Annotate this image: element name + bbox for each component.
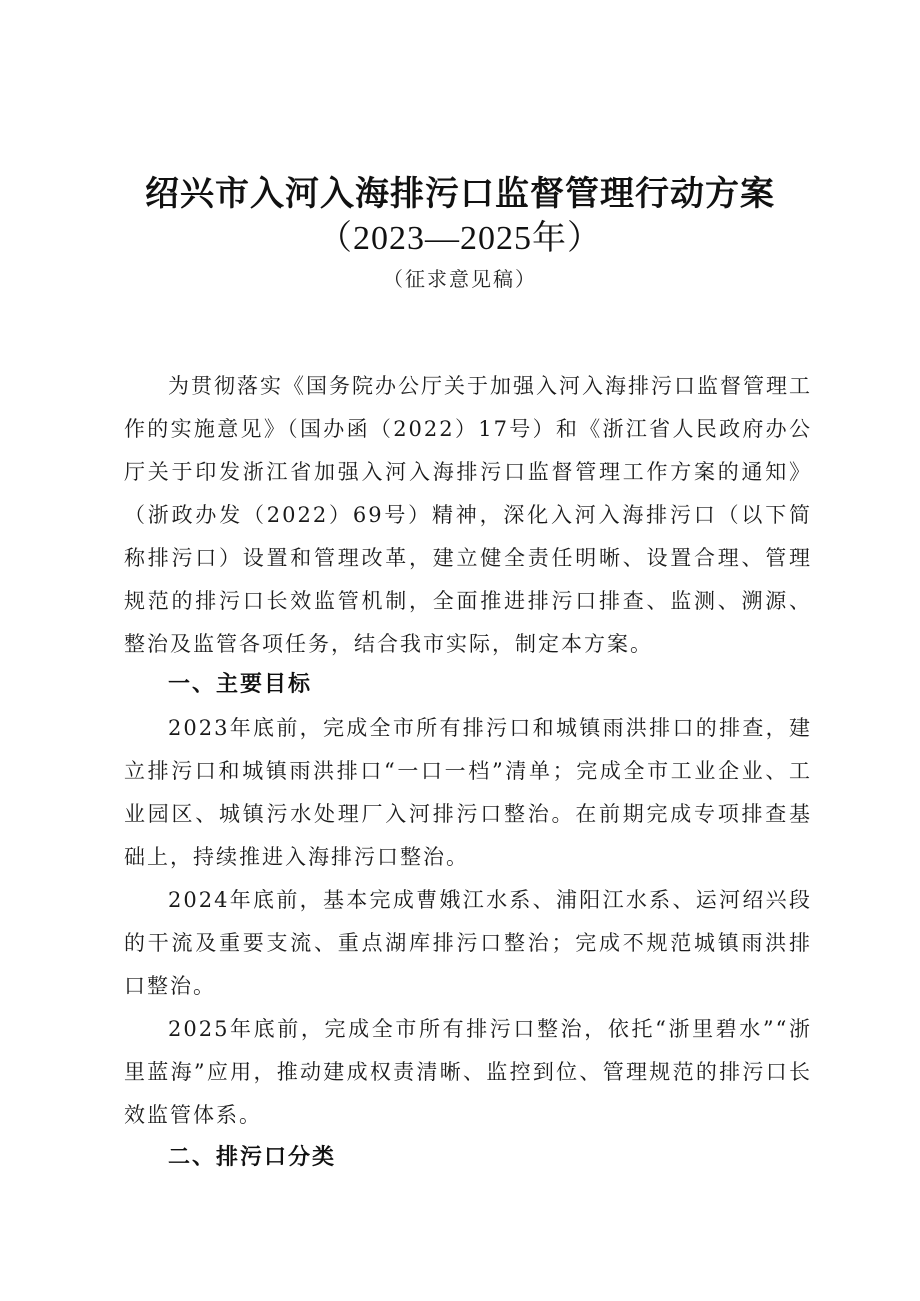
document-title: 绍兴市入河入海排污口监督管理行动方案 (145, 174, 775, 214)
goal-2024-paragraph: 2024年底前，基本完成曹娥江水系、浦阳江水系、运河绍兴段的干流及重要支流、重点湖库排污口整治；完成不规范城镇雨洪排口整治。 (124, 888, 812, 998)
goal-2023-paragraph: 2023年底前，完成全市所有排污口和城镇雨洪排口的排查，建立排污口和城镇雨洪排口“一口一档”清单；完成全市工业企业、工业园区、城镇污水处理厂入河排污口整治。在前期完成专项排查基础上，持续推进入海排污口整治。 (124, 716, 812, 869)
goal-2023-block (124, 707, 812, 879)
goal-2024-block (124, 879, 812, 1008)
document-subtitle: （征求意见稿） (383, 267, 537, 291)
section-heading-main-goals: 一、主要目标 (168, 672, 313, 697)
section-heading-outlet-classification: 二、排污口分类 (168, 1145, 337, 1170)
document-title-years: （2023—2025年） (318, 220, 602, 257)
intro-paragraph: 为贯彻落实《国务院办公厅关于加强入河入海排污口监督管理工作的实施意见》（国办函（2022）17号）和《浙江省人民政府办公厅关于印发浙江省加强入河入海排污口监督管理工作方案的通知》（浙政办发（2022）69号）精神，深化入河入海排污口（以下简称排污口）设置和管理改革，建立健全责任明晰、设置合理、管理规范的排污口长效监管机制，全面推进排污口排查、监测、溯源、整治及监管各项任务，结合我市实际，制定本方案。 (124, 374, 812, 656)
goal-2025-block (124, 1008, 812, 1137)
intro-paragraph-block (124, 365, 812, 666)
goal-2025-paragraph: 2025年底前，完成全市所有排污口整治，依托“浙里碧水”“浙里蓝海”应用，推动建成权责清晰、监控到位、管理规范的排污口长效监管体系。 (124, 1017, 812, 1127)
